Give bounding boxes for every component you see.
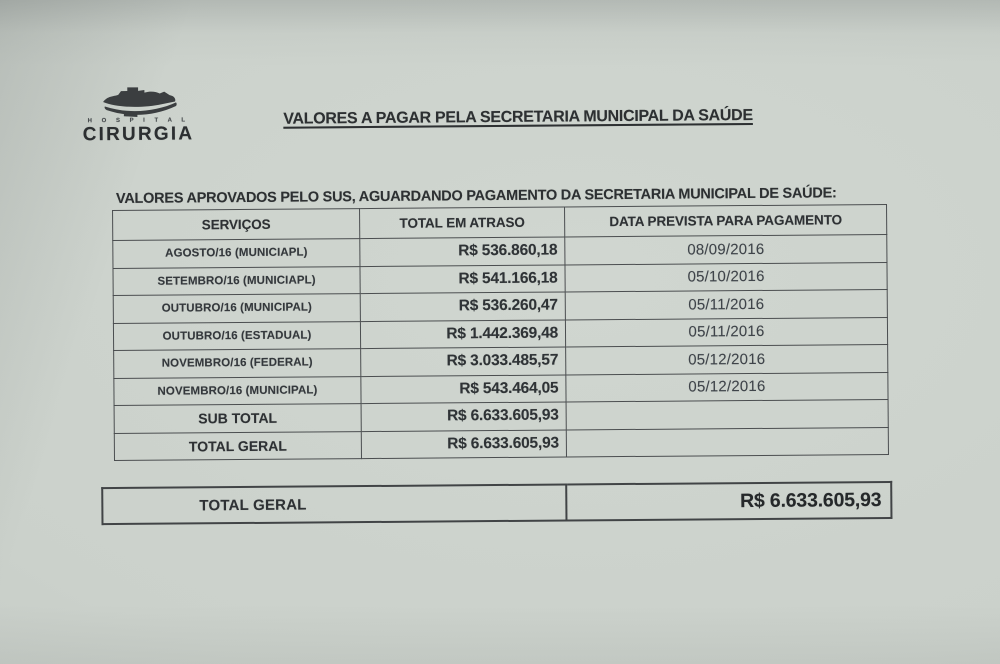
amount-cell: R$ 1.442.369,48 bbox=[360, 319, 565, 348]
service-cell: OUTUBRO/16 (ESTADUAL) bbox=[113, 321, 360, 350]
section-heading: VALORES APROVADOS PELO SUS, AGUARDANDO PAGAMENTO DA SECRETARIA MUNICIPAL DE SAÚDE: bbox=[115, 185, 837, 208]
hospital-logo bbox=[78, 82, 198, 146]
date-cell: 05/11/2016 bbox=[565, 289, 887, 319]
subtotal-label: SUB TOTAL bbox=[114, 404, 361, 433]
logo-name-text: CIRURGIA bbox=[82, 123, 195, 146]
header-servicos: SERVIÇOS bbox=[113, 209, 360, 241]
subtotal-date-empty bbox=[566, 399, 888, 429]
service-cell: SETEMBRO/16 (MUNICIAPL) bbox=[113, 266, 360, 295]
total-geral-label: TOTAL GERAL bbox=[114, 431, 361, 460]
date-cell: 05/12/2016 bbox=[566, 372, 888, 402]
amount-cell: R$ 536.260,47 bbox=[360, 292, 565, 321]
amount-cell: R$ 543.464,05 bbox=[361, 374, 566, 403]
date-cell: 05/11/2016 bbox=[565, 317, 887, 347]
amount-cell: R$ 536.860,18 bbox=[360, 237, 565, 266]
header-data-prevista: DATA PREVISTA PARA PAGAMENTO bbox=[565, 204, 887, 237]
date-cell: 08/09/2016 bbox=[565, 234, 887, 264]
service-cell: NOVEMBRO/16 (MUNICIPAL) bbox=[114, 376, 361, 405]
date-cell: 05/12/2016 bbox=[566, 344, 888, 374]
subtotal-amount: R$ 6.633.605,93 bbox=[361, 402, 566, 431]
empty-area bbox=[566, 427, 888, 457]
amount-cell: R$ 541.166,18 bbox=[360, 264, 565, 293]
header-total-em-atraso: TOTAL EM ATRASO bbox=[360, 207, 565, 239]
amount-cell: R$ 3.033.485,57 bbox=[361, 347, 566, 376]
service-cell: OUTUBRO/16 (MUNICIPAL) bbox=[113, 294, 360, 323]
date-cell: 05/10/2016 bbox=[565, 262, 887, 292]
document-title: VALORES A PAGAR PELA SECRETARIA MUNICIPAL DA SAÚDE bbox=[283, 107, 753, 128]
service-cell: AGOSTO/16 (MUNICIAPL) bbox=[113, 239, 360, 268]
total-geral-amount: R$ 6.633.605,93 bbox=[361, 429, 566, 458]
summary-label: TOTAL GERAL bbox=[102, 484, 566, 524]
skyline-swoosh-icon bbox=[96, 83, 180, 120]
summary-amount: R$ 6.633.605,93 bbox=[566, 482, 891, 521]
payments-table bbox=[112, 204, 889, 461]
logo-hospital-text: H O S P I T A L bbox=[87, 117, 190, 125]
summary-bar bbox=[101, 481, 892, 525]
total-geral-row bbox=[114, 427, 888, 461]
summary-row bbox=[102, 482, 891, 524]
service-cell: NOVEMBRO/16 (FEDERAL) bbox=[114, 349, 361, 378]
